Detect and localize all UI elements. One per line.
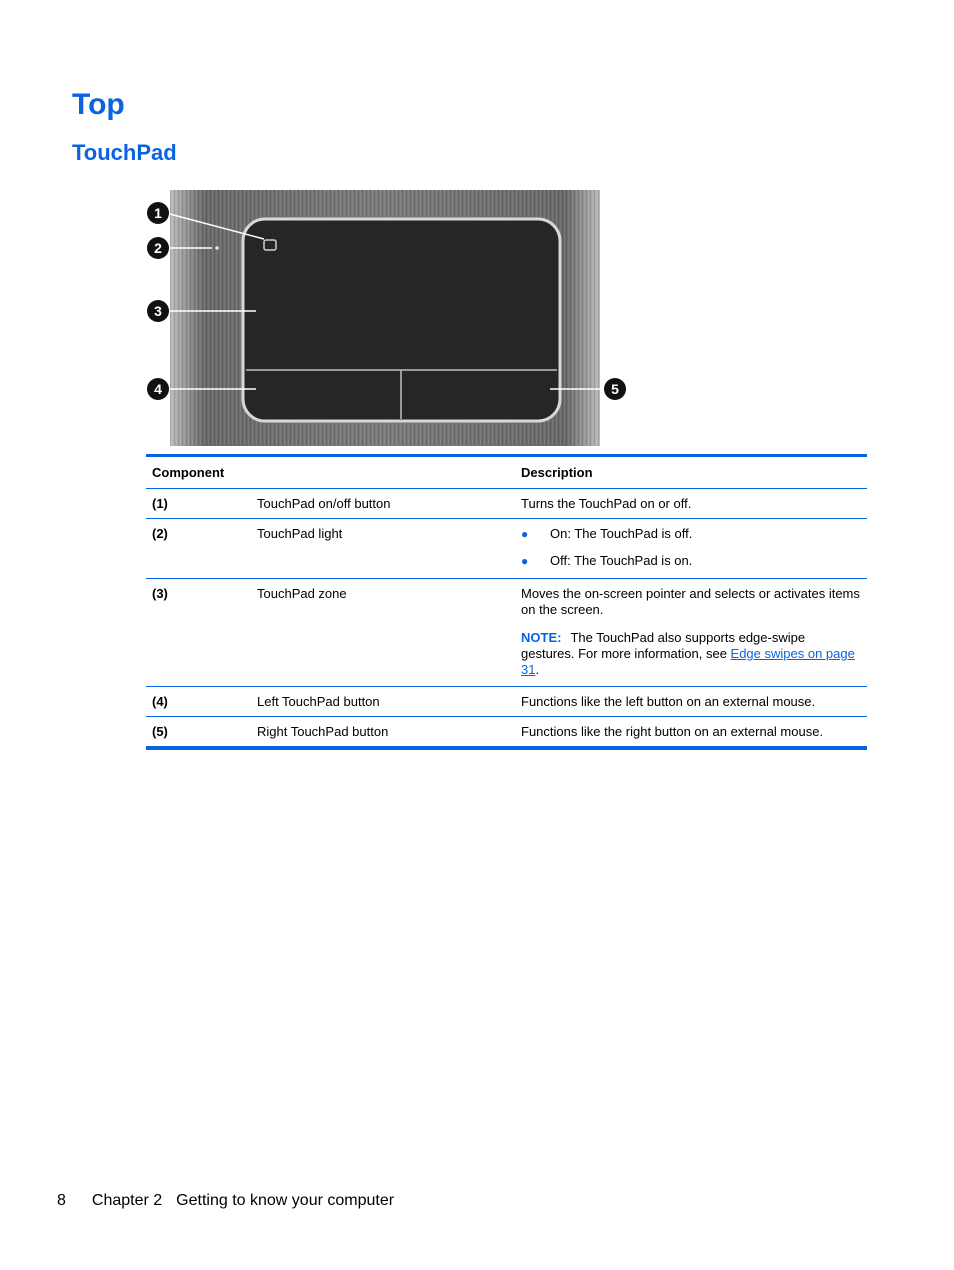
component-table [146,454,867,750]
table-row [146,687,867,717]
chapter-title: Getting to know your computer [176,1192,395,1209]
row-number: (4) [146,687,251,717]
row-component: Right TouchPad button [257,724,389,739]
row-description: Turns the TouchPad on or off. [515,489,867,519]
row-description [515,579,867,687]
callout-5-label: 5 [611,381,619,397]
note: NOTE: The TouchPad also supports edge-swipe gestures. For more information, see Edge swipes on page 31. [521,630,855,677]
page-title: Top [72,88,125,121]
callout-3 [147,300,169,322]
row-number: (5) [152,724,168,739]
row-description: Functions like the right button on an external mouse. [521,724,824,739]
callout-4 [147,378,169,400]
page-number: 8 [57,1192,66,1209]
callout-5 [604,378,626,400]
callout-2 [147,237,169,259]
row-component: TouchPad zone [251,579,515,687]
table-row [146,489,867,519]
bullet-icon: ● [521,527,529,541]
table-row [146,717,867,749]
list-item: ● On: The TouchPad is off. [521,526,693,541]
row-component: TouchPad on/off button [251,489,515,519]
bullet-icon: ● [521,554,529,568]
table-header-row [146,456,867,489]
row-number: (2) [146,519,251,579]
row-description [515,519,867,579]
note-text: The TouchPad also supports edge-swipe gestures. For more information, see [521,630,806,661]
callout-3-label: 3 [154,303,162,319]
note-label: NOTE: [521,630,562,645]
list-item: ● Off: The TouchPad is on. [521,553,693,568]
header-component: Component [146,456,515,489]
bullet-list [521,526,861,569]
touchpad-illustration [140,186,640,448]
callout-4-label: 4 [154,381,162,397]
table-row [146,519,867,579]
row-description: Functions like the left button on an external mouse. [515,687,867,717]
table-row [146,579,867,687]
callout-2-label: 2 [154,240,162,256]
row-number: (1) [146,489,251,519]
header-description: Description [515,456,867,489]
chapter-label: Chapter 2 [91,1192,163,1209]
callout-1-label: 1 [154,205,162,221]
callout-1 [147,202,169,224]
section-title: TouchPad [72,140,177,165]
row-number: (3) [146,579,251,687]
description-text: Moves the on-screen pointer and selects or activates items on the screen. [521,586,860,617]
touchpad-light [215,246,219,250]
page-footer [57,1192,394,1210]
row-component: Left TouchPad button [251,687,515,717]
row-component: TouchPad light [251,519,515,579]
edge-swipes-link[interactable]: Edge swipes on page 31 [521,646,855,677]
